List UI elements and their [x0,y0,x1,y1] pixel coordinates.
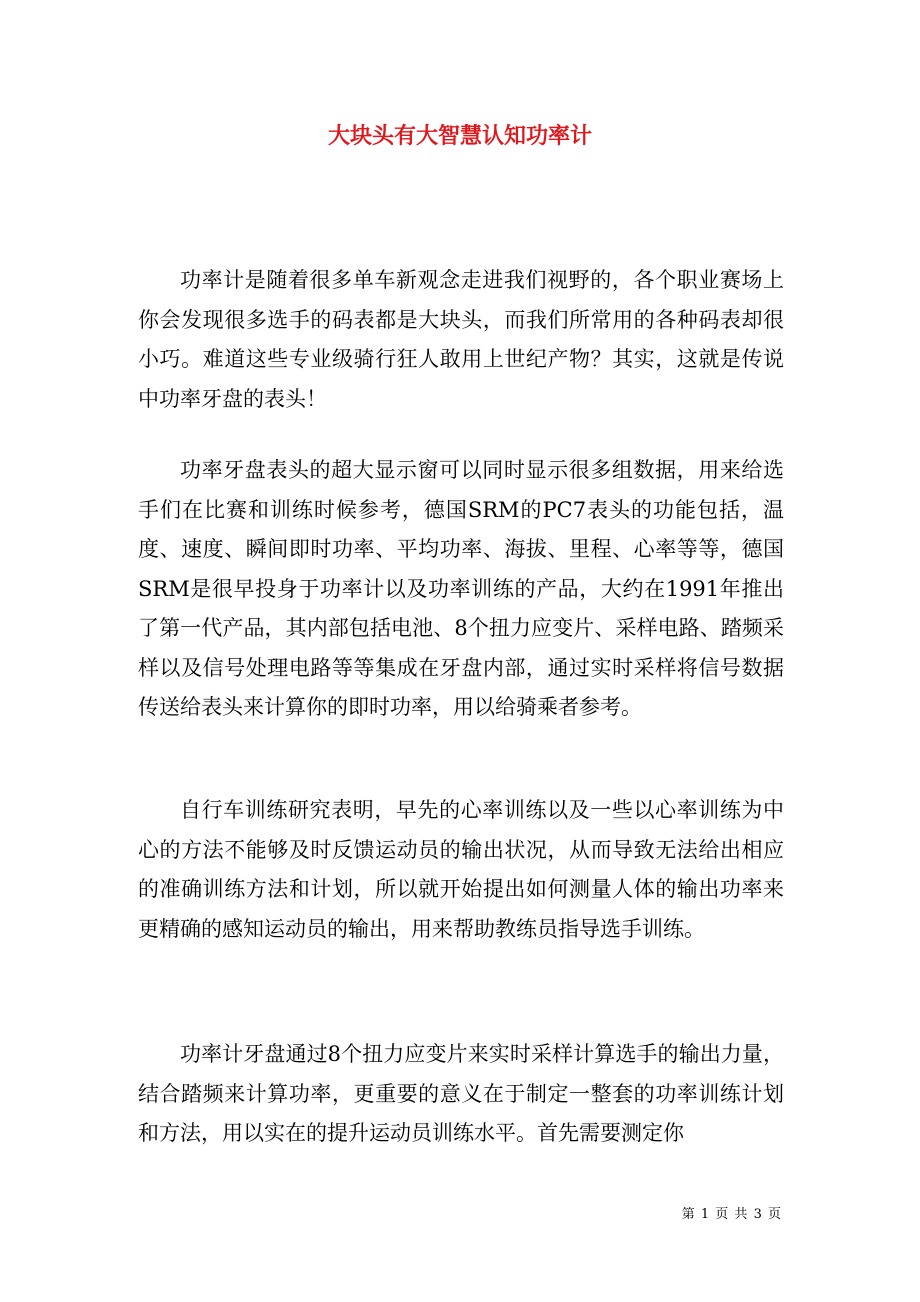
paragraph-2: 功率牙盘表头的超大显示窗可以同时显示很多组数据，用来给选手们在比赛和训练时候参考，德国SRM的PC7表头的功能包括，温度、速度、瞬间即时功率、平均功率、海拔、里程、心率等等，德国SRM是很早投身于功率计以及功率训练的产品，大约在1991年推出了第一代产品，其内部包括电池、8个扭力应变片、采样电路、踏频采样以及信号处理电路等等集成在牙盘内部，通过实时采样将信号数据传送给表头来计算你的即时功率，用以给骑乘者参考。 [138,458,784,719]
page-label-prefix: 第 [681,1207,696,1222]
document-title: 大块头有大智慧认知功率计 [327,123,592,149]
page-total-number: 3 [753,1207,763,1222]
page-current-number: 1 [700,1207,711,1222]
paragraph-4: 功率计牙盘通过8个扭力应变片来实时采样计算选手的输出力量，结合踏频来计算功率，更重要的意义在于制定一整套的功率训练计划和方法，用以实在的提升运动员训练水平。首先需要测定你 [138,1042,784,1145]
paragraph-3: 自行车训练研究表明，早先的心率训练以及一些以心率训练为中心的方法不能够及时反馈运动员的输出状况，从而导致无法给出相应的准确训练方法和计划，所以就开始提出如何测量人体的输出功率来更精确的感知运动员的输出，用来帮助教练员指导选手训练。 [138,798,784,941]
page-label-middle: 页 共 [715,1207,749,1222]
page-label-suffix: 页 [767,1207,782,1222]
paragraph-1: 功率计是随着很多单车新观念走进我们视野的，各个职业赛场上你会发现很多选手的码表都是大块头，而我们所常用的各种码表却很小巧。难道这些专业级骑行狂人敢用上世纪产物？其实，这就是传说中功率牙盘的表头！ [138,268,784,411]
page-number-footer [682,1205,782,1225]
